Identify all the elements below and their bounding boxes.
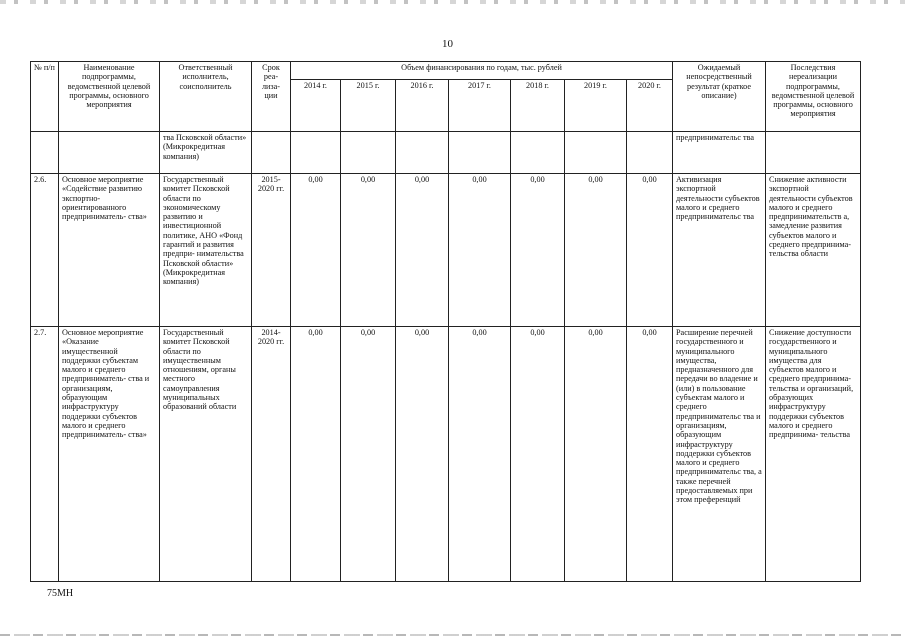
cell-value: 0,00 bbox=[341, 327, 396, 582]
cell-responsible: Государственный комитет Псковской области по экономическому развитию и инвестиционной политике, АНО «Фонд гарантий и развития предпри- нимательства Псковской области» (Микрокредитная компания) bbox=[160, 174, 252, 327]
footer-code: 75МН bbox=[47, 588, 74, 599]
cell-value: 0,00 bbox=[627, 174, 673, 327]
cell-value: 0,00 bbox=[565, 327, 627, 582]
cell-result: Расширение перечней государственного и муниципального имущества, предназначенного для передачи во владение и (или) в пользование субъектам малого и среднего предпринимательс тва и организациям, образующим инфраструктуру поддержки субъектов малого и среднего предпринимательс тва, а также перечней предоставляемых при этом преференций bbox=[673, 327, 766, 582]
header-consequences: Последствия нереализации подпрограммы, ведомственной целевой программы, основного мероприятия bbox=[766, 62, 861, 132]
header-responsible: Ответственный исполнитель, соисполнитель bbox=[160, 62, 252, 132]
header-term: Срок реа- лиза- ции bbox=[252, 62, 291, 132]
scan-bottom-edge bbox=[0, 634, 905, 636]
table-row bbox=[31, 174, 861, 327]
cell-value: 0,00 bbox=[627, 327, 673, 582]
header-year: 2018 г. bbox=[511, 80, 565, 132]
cell-value: 0,00 bbox=[449, 327, 511, 582]
header-name: Наименование подпрограммы, ведомственной целевой программы, основного мероприятия bbox=[59, 62, 160, 132]
cell-term: 2015- 2020 гг. bbox=[252, 174, 291, 327]
cell-name: Основное мероприятие «Содействие развитию экспортно- ориентированного предприниматель- ства» bbox=[59, 174, 160, 327]
header-year: 2017 г. bbox=[449, 80, 511, 132]
cell-result: предпринимательс тва bbox=[673, 132, 766, 174]
cell-responsible: Государственный комитет Псковской области по имущественным отношениям, органы местного самоуправления муниципальных образований области bbox=[160, 327, 252, 582]
page-number: 10 bbox=[442, 38, 453, 50]
header-year: 2020 г. bbox=[627, 80, 673, 132]
header-year: 2019 г. bbox=[565, 80, 627, 132]
cell-num: 2.7. bbox=[31, 327, 59, 582]
header-year: 2016 г. bbox=[396, 80, 449, 132]
cell-num: 2.6. bbox=[31, 174, 59, 327]
cell-value: 0,00 bbox=[341, 174, 396, 327]
table-row bbox=[31, 327, 861, 582]
scan-top-edge bbox=[0, 0, 905, 4]
cell-value: 0,00 bbox=[511, 174, 565, 327]
header-year: 2015 г. bbox=[341, 80, 396, 132]
header-num: № п/п bbox=[31, 62, 59, 132]
cell-value: 0,00 bbox=[449, 174, 511, 327]
header-financing: Объем финансирования по годам, тыс. рублей bbox=[291, 62, 673, 80]
cell-result: Активизация экспортной деятельности субъектов малого и среднего предпринимательс тва bbox=[673, 174, 766, 327]
cell-term: 2014- 2020 гг. bbox=[252, 327, 291, 582]
program-table bbox=[30, 61, 861, 582]
cell-consequences: Снижение доступности государственного и муниципального имущества для субъектов малого и среднего предпринима- тельства и организаций, образующих инфраструктуру поддержки субъектов малого и среднего предпринима- тельства bbox=[766, 327, 861, 582]
cell-value: 0,00 bbox=[511, 327, 565, 582]
cell-value: 0,00 bbox=[396, 174, 449, 327]
header-result: Ожидаемый непосредственный результат (краткое описание) bbox=[673, 62, 766, 132]
cell-value: 0,00 bbox=[291, 327, 341, 582]
cell-value: 0,00 bbox=[396, 327, 449, 582]
cell-responsible: тва Псковской области» (Микрокредитная компания) bbox=[160, 132, 252, 174]
cell-name: Основное мероприятие «Оказание имущественной поддержки субъектам малого и среднего предприниматель- ства и организациям, образующим инфраструктуру поддержки субъектов малого и среднего предприниматель- ства» bbox=[59, 327, 160, 582]
cell-value: 0,00 bbox=[291, 174, 341, 327]
cell-consequences: Снижение активности экспортной деятельности субъектов малого и среднего предпринимательств а, замедление развития субъектов малого и среднего предпринима- тельства области bbox=[766, 174, 861, 327]
header-year: 2014 г. bbox=[291, 80, 341, 132]
table-row-continuation bbox=[31, 132, 861, 174]
cell-value: 0,00 bbox=[565, 174, 627, 327]
